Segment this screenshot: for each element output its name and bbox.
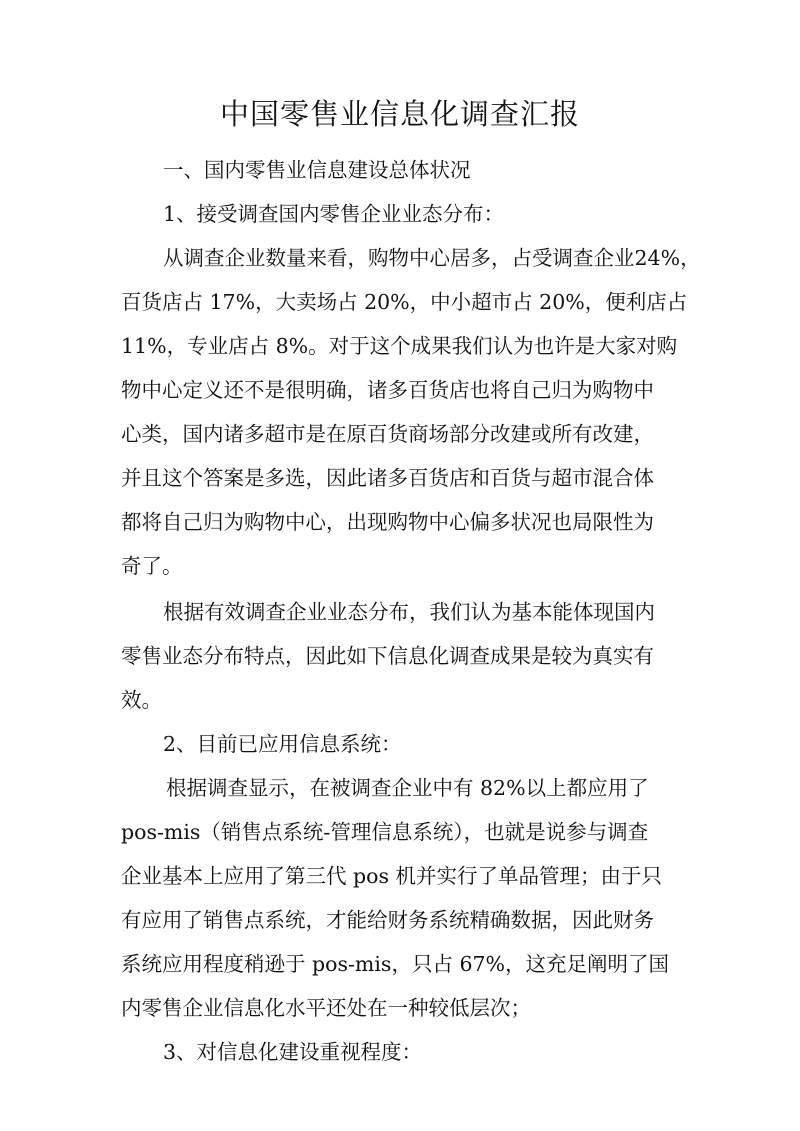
subsection-heading-2: 2、目前已应用信息系统：	[163, 732, 402, 756]
paragraph-1-line-4: 物中心定义还不是很明确，诸多百货店也将自己归为购物中	[121, 378, 654, 402]
paragraph-3-line-2: pos-mis（销售点系统-管理信息系统），也就是说参与调查	[121, 820, 649, 844]
paragraph-3-line-6: 内零售企业信息化水平还处在一种较低层次；	[121, 996, 531, 1020]
paragraph-1-line-1: 从调查企业数量来看，购物中心居多，占受调查企业24%，	[163, 246, 701, 270]
paragraph-1-line-7: 都将自己归为购物中心，出现购物中心偏多状况也局限性为	[121, 510, 654, 534]
paragraph-3-line-1: 根据调查显示，在被调查企业中有 82%以上都应用了	[166, 776, 649, 800]
subsection-heading-1: 1、接受调查国内零售企业业态分布：	[163, 202, 505, 226]
paragraph-3-line-3: 企业基本上应用了第三代 pos 机并实行了单品管理；由于只	[121, 864, 663, 888]
paragraph-1-line-3: 11%，专业店占 8%。对于这个成果我们认为也许是大家对购	[121, 334, 678, 358]
paragraph-3-line-5: 系统应用程度稍逊于 pos-mis，只占 67%，这充足阐明了国	[121, 952, 670, 976]
subsection-heading-3: 3、对信息化建设重视程度：	[163, 1040, 423, 1064]
document-title: 中国零售业信息化调查汇报	[219, 97, 580, 131]
paragraph-3-line-4: 有应用了销售点系统，才能给财务系统精确数据，因此财务	[121, 908, 654, 932]
section-heading-1: 一、国内零售业信息建设总体状况	[163, 158, 471, 182]
paragraph-2-line-2: 零售业态分布特点，因此如下信息化调查成果是较为真实有	[121, 644, 654, 668]
paragraph-1-line-8: 奇了。	[121, 554, 183, 578]
paragraph-1-line-5: 心类，国内诸多超市是在原百货商场部分改建或所有改建，	[121, 422, 654, 446]
paragraph-2-line-1: 根据有效调查企业业态分布，我们认为基本能体现国内	[163, 600, 655, 624]
paragraph-1-line-2: 百货店占 17%，大卖场占 20%，中小超市占 20%，便利店占	[121, 290, 688, 314]
paragraph-1-line-6: 并且这个答案是多选，因此诸多百货店和百货与超市混合体	[121, 466, 654, 490]
paragraph-2-line-3: 效。	[121, 688, 162, 712]
